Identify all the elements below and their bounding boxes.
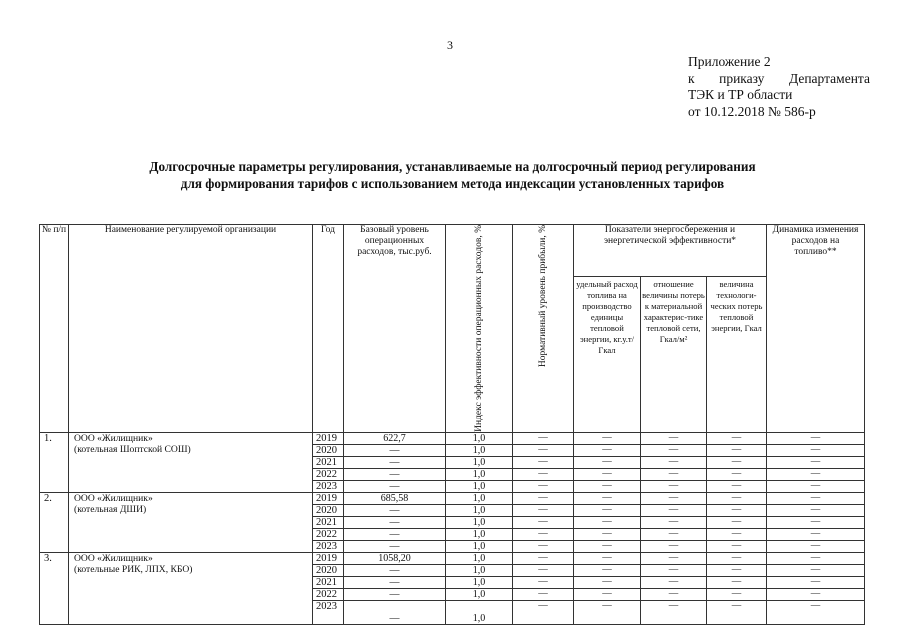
fuel-dynamics-cell: — [767, 468, 865, 480]
fuel-dynamics-cell: — [767, 564, 865, 576]
losses-ratio-cell: — [641, 444, 707, 456]
fuel-dynamics-cell: — [767, 492, 865, 504]
header-base-level: Базовый уровень операционных расходов, тыс.руб. [344, 225, 446, 433]
efficiency-index-cell: 1,0 [446, 564, 513, 576]
fuel-dynamics-cell: — [767, 552, 865, 564]
year-cell: 2023 [313, 600, 344, 624]
base-level-cell: — [344, 576, 446, 588]
efficiency-index-cell: 1,0 [446, 540, 513, 552]
page-number: 3 [447, 38, 453, 52]
profit-level-cell: — [513, 564, 574, 576]
losses-ratio-cell: — [641, 528, 707, 540]
year-cell: 2023 [313, 540, 344, 552]
year-cell: 2020 [313, 564, 344, 576]
specific-fuel-cell: — [574, 516, 641, 528]
fuel-dynamics-cell: — [767, 588, 865, 600]
tech-losses-cell: — [707, 492, 767, 504]
losses-ratio-cell: — [641, 600, 707, 624]
tech-losses-cell: — [707, 528, 767, 540]
efficiency-index-cell: 1,0 [446, 588, 513, 600]
losses-ratio-cell: — [641, 564, 707, 576]
tech-losses-cell: — [707, 468, 767, 480]
losses-ratio-cell: — [641, 516, 707, 528]
profit-level-cell: — [513, 576, 574, 588]
efficiency-index-cell: 1,0 [446, 444, 513, 456]
fuel-dynamics-cell: — [767, 432, 865, 444]
parameters-table [39, 224, 865, 625]
efficiency-index-cell: 1,0 [446, 516, 513, 528]
specific-fuel-cell: — [574, 588, 641, 600]
header-tech-losses: величина технологи-ческих потерь тепловой энергии, Гкал [707, 277, 767, 433]
losses-ratio-cell: — [641, 588, 707, 600]
header-energy-group: Показатели энергосбережения и энергетической эффективности* [574, 225, 767, 277]
profit-level-cell: — [513, 552, 574, 564]
losses-ratio-cell: — [641, 492, 707, 504]
year-cell: 2022 [313, 528, 344, 540]
efficiency-index-cell: 1,0 [446, 468, 513, 480]
efficiency-index-cell: 1,0 [446, 456, 513, 468]
fuel-dynamics-cell: — [767, 444, 865, 456]
header-efficiency-index: Индекс эффективности операционных расходов, % [446, 225, 513, 433]
efficiency-index-cell: 1,0 [446, 552, 513, 564]
organization-line-1: ООО «Жилищник» [74, 432, 153, 444]
organization-name [69, 492, 313, 552]
losses-ratio-cell: — [641, 540, 707, 552]
base-level-cell: — [344, 480, 446, 492]
profit-level-cell: — [513, 468, 574, 480]
profit-level-cell: — [513, 480, 574, 492]
profit-level-cell: — [513, 540, 574, 552]
header-num: № п/п [40, 225, 69, 433]
tech-losses-cell: — [707, 564, 767, 576]
efficiency-index-cell: 1,0 [446, 492, 513, 504]
organization-name [69, 552, 313, 624]
specific-fuel-cell: — [574, 528, 641, 540]
specific-fuel-cell: — [574, 564, 641, 576]
organization-line-1: ООО «Жилищник» [74, 552, 153, 564]
title-line-1: Долгосрочные параметры регулирования, устанавливаемые на долгосрочный период регулирования [149, 159, 756, 174]
header-losses-ratio: отношение величины потерь к материальной характерис-тике тепловой сети, Гкал/м² [641, 277, 707, 433]
tech-losses-cell: — [707, 576, 767, 588]
header-specific-fuel: удельный расход топлива на производство единицы тепловой энергии, кг.у.т/Гкал [574, 277, 641, 433]
year-cell: 2021 [313, 576, 344, 588]
specific-fuel-cell: — [574, 480, 641, 492]
fuel-dynamics-cell: — [767, 456, 865, 468]
efficiency-index-cell: 1,0 [446, 504, 513, 516]
row-number: 3. [40, 552, 69, 624]
profit-level-cell: — [513, 444, 574, 456]
fuel-dynamics-cell: — [767, 516, 865, 528]
base-level-cell: — [344, 564, 446, 576]
efficiency-index-cell: 1,0 [446, 528, 513, 540]
specific-fuel-cell: — [574, 552, 641, 564]
efficiency-index-cell: 1,0 [446, 432, 513, 444]
tech-losses-cell: — [707, 552, 767, 564]
header-fuel-dynamics: Динамика изменения расходов на топливо** [767, 225, 865, 433]
organization-line-1: ООО «Жилищник» [74, 492, 153, 504]
tech-losses-cell: — [707, 432, 767, 444]
specific-fuel-cell: — [574, 456, 641, 468]
appendix-line-3: ТЭК и ТР области [688, 87, 793, 102]
table-row [40, 432, 865, 444]
specific-fuel-cell: — [574, 576, 641, 588]
specific-fuel-cell: — [574, 600, 641, 624]
efficiency-index-cell: 1,0 [446, 480, 513, 492]
title-line-2: для формирования тарифов с использованием метода индексации установленных тарифов [180, 176, 725, 191]
losses-ratio-cell: — [641, 468, 707, 480]
table-row [40, 492, 865, 504]
base-level-cell: 1058,20 [344, 552, 446, 564]
specific-fuel-cell: — [574, 504, 641, 516]
appendix-line-2: к приказу Департамента [688, 70, 870, 86]
fuel-dynamics-cell: — [767, 480, 865, 492]
year-cell: 2020 [313, 444, 344, 456]
fuel-dynamics-cell: — [767, 540, 865, 552]
losses-ratio-cell: — [641, 480, 707, 492]
table-row [40, 552, 865, 564]
tech-losses-cell: — [707, 456, 767, 468]
appendix-line-1: Приложение 2 [688, 54, 771, 69]
row-number: 1. [40, 432, 69, 492]
efficiency-index-cell: 1,0 [446, 600, 513, 624]
tech-losses-cell: — [707, 480, 767, 492]
tech-losses-cell: — [707, 540, 767, 552]
year-cell: 2021 [313, 456, 344, 468]
profit-level-cell: — [513, 456, 574, 468]
document-title [40, 158, 865, 192]
year-cell: 2022 [313, 588, 344, 600]
profit-level-cell: — [513, 492, 574, 504]
tech-losses-cell: — [707, 588, 767, 600]
profit-level-cell: — [513, 600, 574, 624]
organization-line-2: (котельная ДШИ) [74, 503, 147, 515]
profit-level-cell: — [513, 588, 574, 600]
tech-losses-cell: — [707, 516, 767, 528]
base-level-cell: — [344, 504, 446, 516]
fuel-dynamics-cell: — [767, 576, 865, 588]
fuel-dynamics-cell: — [767, 528, 865, 540]
base-level-cell: — [344, 468, 446, 480]
specific-fuel-cell: — [574, 444, 641, 456]
year-cell: 2020 [313, 504, 344, 516]
header-year: Год [313, 225, 344, 433]
base-level-cell: — [344, 588, 446, 600]
year-cell: 2019 [313, 432, 344, 444]
header-org: Наименование регулируемой организации [69, 225, 313, 433]
profit-level-cell: — [513, 432, 574, 444]
tech-losses-cell: — [707, 504, 767, 516]
efficiency-index-cell: 1,0 [446, 576, 513, 588]
appendix-line-4: от 10.12.2018 № 586-р [688, 103, 816, 119]
profit-level-cell: — [513, 528, 574, 540]
year-cell: 2022 [313, 468, 344, 480]
specific-fuel-cell: — [574, 432, 641, 444]
base-level-cell: — [344, 528, 446, 540]
fuel-dynamics-cell: — [767, 600, 865, 624]
base-level-cell: 685,58 [344, 492, 446, 504]
base-level-cell: — [344, 516, 446, 528]
organization-line-2: (котельная Шоптской СОШ) [74, 443, 191, 455]
base-level-cell: — [344, 600, 446, 624]
losses-ratio-cell: — [641, 552, 707, 564]
header-row-1 [40, 225, 865, 277]
year-cell: 2021 [313, 516, 344, 528]
losses-ratio-cell: — [641, 504, 707, 516]
base-level-cell: — [344, 540, 446, 552]
profit-level-cell: — [513, 516, 574, 528]
specific-fuel-cell: — [574, 492, 641, 504]
losses-ratio-cell: — [641, 576, 707, 588]
losses-ratio-cell: — [641, 432, 707, 444]
row-number: 2. [40, 492, 69, 552]
year-cell: 2019 [313, 552, 344, 564]
tech-losses-cell: — [707, 600, 767, 624]
organization-line-2: (котельные РИК, ЛПХ, КБО) [74, 563, 193, 575]
base-level-cell: 622,7 [344, 432, 446, 444]
tech-losses-cell: — [707, 444, 767, 456]
losses-ratio-cell: — [641, 456, 707, 468]
base-level-cell: — [344, 444, 446, 456]
header-profit-level: Нормативный уровень прибыли, % [513, 225, 574, 433]
organization-name [69, 432, 313, 492]
specific-fuel-cell: — [574, 540, 641, 552]
base-level-cell: — [344, 456, 446, 468]
fuel-dynamics-cell: — [767, 504, 865, 516]
year-cell: 2023 [313, 480, 344, 492]
year-cell: 2019 [313, 492, 344, 504]
specific-fuel-cell: — [574, 468, 641, 480]
appendix-block [688, 54, 870, 120]
profit-level-cell: — [513, 504, 574, 516]
